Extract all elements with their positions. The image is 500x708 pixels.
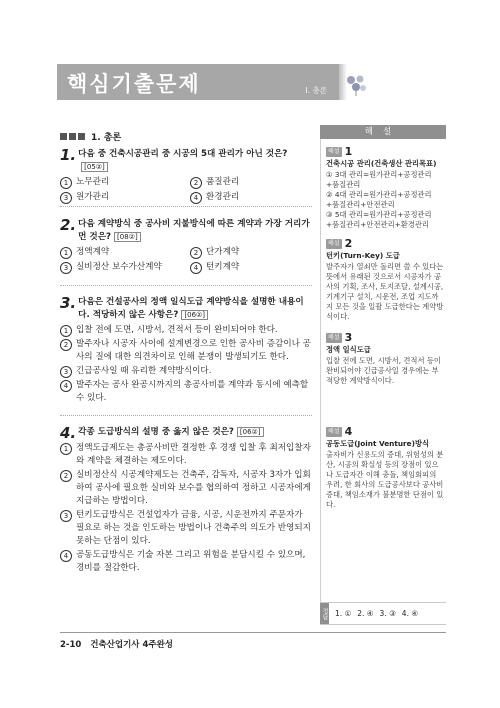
- exam-tag: [05②]: [81, 162, 108, 172]
- section-heading-text: 1. 총론: [91, 133, 122, 143]
- banner-subtitle: Ⅰ. 총론: [305, 86, 327, 95]
- explanation-line: ① 3대 관리=원가관리+공정관리+품질관리: [326, 170, 432, 189]
- explanation-line: 출자비가 신용도의 증대, 위험성의 분산, 시공의 확실성 등의 장점이 있으나 도급자간 이해 충돌, 책임회피의 우려, 한 회사의 도급공사보다 공사비 증대, 책임소재가 불분명한 단점이 있다.: [326, 450, 444, 509]
- explanation-line: ③ 5대 관리=원가관리+공정관리+품질관리+안전관리+환경관리: [326, 210, 432, 229]
- option: 2 실비정산식 시공계약제도는 건축주, 감독자, 시공자 3자가 입회하여 공사에 필요한 실비와 보수를 협의하여 정하고 시공자에게 지급하는 방법이다.: [60, 469, 312, 508]
- question-title: [60, 218, 312, 244]
- question-number: 2.: [60, 216, 77, 234]
- question-text: 각종 도급방식의 설명 중 옳지 않은 것은? [06②]: [78, 426, 312, 439]
- panel-title: 해설: [320, 125, 446, 139]
- explanation-tag: 해설: [328, 240, 340, 247]
- option: 1 노무관리: [60, 176, 190, 189]
- question-number: 1.: [60, 146, 77, 164]
- flower-decoration-icon: [345, 74, 367, 96]
- explanation-title: 정액 일식도급: [326, 345, 371, 354]
- options: [60, 324, 312, 405]
- explanation-tag: 해설: [328, 334, 340, 341]
- option: 3 긴급공사일 때 유리한 계약방식이다.: [60, 365, 312, 378]
- explanation-number: 4: [344, 425, 353, 438]
- exam-tag: [06②]: [181, 310, 208, 320]
- option: 4 공동도급방식은 기술 자본 그리고 위험을 분담시킬 수 있으며, 경비를 절감한다.: [60, 549, 312, 575]
- explanation-line: ② 4대 관리=원가관리+공정관리+품질관리+안전관리: [326, 190, 432, 209]
- heading-square-icon: [69, 133, 76, 140]
- exam-tag: [08②]: [114, 232, 141, 242]
- question-1: [60, 148, 312, 204]
- question-title: [60, 148, 312, 174]
- explanation-tag: 해설: [328, 428, 340, 435]
- question-text: 다음은 건설공사의 정액 일식도급 계약방식을 설명한 내용이다. 적당하지 않은 사항은? [06②]: [78, 297, 304, 320]
- answer-item: 3. ③: [379, 609, 396, 618]
- footer-divider: [60, 632, 446, 633]
- heading-square-icon: [78, 133, 85, 140]
- explanation-3: [326, 333, 444, 386]
- page-number: 2-10: [60, 640, 82, 650]
- page-footer: [60, 638, 173, 650]
- explanation-line: 발주자가 열쇠만 돌리면 쓸 수 있다는 뜻에서 유래된 것으로서 시공자가 공사의 기획, 조사, 토지조달, 설계시공, 기계기구 설치, 시운전, 조업 지도까지 모든 것을 일괄 도급한다는 계약방식이다.: [326, 262, 444, 321]
- option: 3 턴키도급방식은 건설업자가 금융, 시공, 시운전까지 주문자가 필요로 하는 것을 인도하는 방법이나 건축주의 의도가 반영되지 못하는 단점이 있다.: [60, 509, 312, 548]
- answer-item: 4. ④: [401, 609, 419, 618]
- option: 4 턴키계약: [190, 261, 310, 274]
- answer-item: 2. ④: [357, 609, 374, 618]
- explanation-2: [326, 239, 444, 322]
- question-2: [60, 218, 312, 274]
- options: [60, 246, 312, 274]
- explanation-title: 공동도급(Joint Venture)방식: [326, 439, 430, 448]
- divider: [60, 206, 312, 207]
- option: 3 원가관리: [60, 191, 190, 204]
- explanation-number: 3: [344, 331, 353, 344]
- options: [60, 442, 312, 575]
- explanation-number: 2: [344, 237, 353, 250]
- option: 1 정액도급제도는 총공사비만 결정한 후 경쟁 입찰 후 최저입찰자와 계약을 체결하는 제도이다.: [60, 442, 312, 468]
- chapter-banner: [57, 64, 339, 100]
- option: 1 입찰 전에 도면, 시방서, 견적서 등이 완비되어야 한다.: [60, 324, 312, 337]
- question-number: 3.: [60, 294, 77, 312]
- divider: [60, 415, 312, 416]
- book-title: 건축산업기사 4주완성: [90, 640, 174, 650]
- option: 1 정액계약: [60, 246, 190, 259]
- section-heading: [60, 130, 121, 143]
- banner-title: 핵심기출문제: [67, 72, 201, 96]
- option: 2 품질관리: [190, 176, 310, 189]
- option: 3 실비정산 보수가산계약: [60, 261, 190, 274]
- explanation-panel: [320, 125, 446, 625]
- question-text: 다음 중 건축시공관리 중 시공의 5대 관리가 아닌 것은?[05②]: [78, 149, 288, 171]
- question-title: [60, 426, 312, 440]
- explanation-1: [326, 147, 444, 230]
- explanation-line: 입찰 전에 도면, 시방서, 견적서 등이 완비되어야 긴급공사일 경우에는 부적당한 계약방식이다.: [326, 356, 441, 385]
- explanation-title: 건축시공 관리(건축생산 관리목표): [326, 159, 437, 168]
- explanation-title: 턴키(Turn-Key) 도급: [326, 251, 400, 260]
- explanation-tag: 해설: [328, 148, 340, 155]
- explanation-number: 1: [344, 145, 353, 158]
- answer-key: [320, 602, 446, 625]
- question-4: [60, 426, 312, 576]
- option: 2 단가계약: [190, 246, 310, 259]
- heading-square-icon: [60, 133, 67, 140]
- option: 2 발주자나 시공자 사이에 설계변경으로 인한 공사비 증감이나 공사의 질에 대한 의견차이로 인해 분쟁이 발생되기도 한다.: [60, 338, 312, 364]
- option: 4 발주자는 공사 완공시까지의 총공사비를 계약과 동시에 예측할 수 있다.: [60, 379, 312, 405]
- answer-item: 1. ①: [335, 609, 352, 618]
- options: [60, 176, 312, 204]
- explanation-4: [326, 427, 444, 510]
- question-title: [60, 296, 312, 322]
- exam-tag: [06②]: [237, 427, 264, 437]
- option: 4 환경관리: [190, 191, 310, 204]
- question-3: [60, 296, 312, 406]
- answer-tag: 정답: [320, 603, 329, 624]
- question-text: 다음 계약방식 중 공사비 지불방식에 따른 계약과 가장 거리가 먼 것은? [08②]: [78, 219, 310, 242]
- question-number: 4.: [60, 424, 77, 442]
- panel-border: [320, 139, 321, 625]
- divider: [60, 285, 312, 286]
